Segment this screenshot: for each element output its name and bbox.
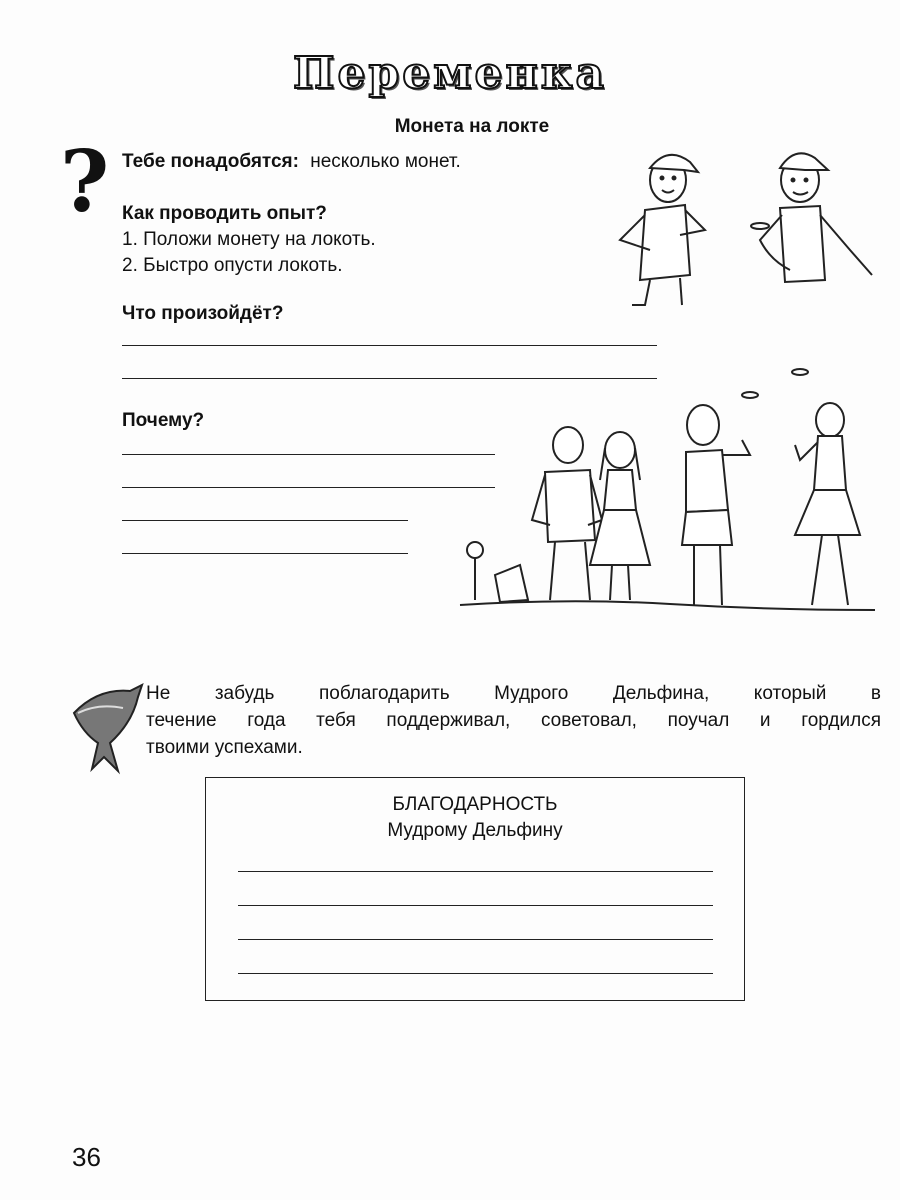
answer-line[interactable] [122,520,408,521]
how-heading: Как проводить опыт? [122,203,327,224]
needs-label: Тебе понадобятся: [122,151,299,172]
reminder-text [146,680,881,761]
needs-row [122,151,461,173]
answer-line[interactable] [238,973,713,974]
page-title: Переменка [292,48,607,99]
experiment-title: Монета на локте [394,116,550,137]
reminder-line: Не забудь поблагодарить Мудрого Дельфина, который в [146,683,881,704]
boys-coin-illustration [610,140,880,315]
step-2: 2. Быстро опусти локоть. [122,255,343,276]
thanks-box [205,777,745,1001]
why-heading: Почему? [122,410,205,431]
answer-line[interactable] [122,454,495,455]
answer-line[interactable] [238,871,713,872]
reminder-line: твоими успехами. [146,737,303,758]
question-mark-icon: ? [60,132,110,231]
dolphin-icon [68,683,146,775]
answer-line[interactable] [122,487,495,488]
reminder-line: течение года тебя поддерживал, советовал, поучал и гордился [146,710,881,731]
what-heading: Что произойдёт? [122,303,284,324]
needs-value: несколько монет. [310,151,461,172]
thanks-heading: БЛАГОДАРНОСТЬ [392,794,558,815]
page-number: 36 [72,1142,101,1172]
answer-line[interactable] [238,905,713,906]
answer-line[interactable] [122,553,408,554]
children-illustration [450,360,880,622]
step-1: 1. Положи монету на локоть. [122,229,376,250]
answer-line[interactable] [122,345,657,346]
answer-line[interactable] [238,939,713,940]
thanks-subheading: Мудрому Дельфину [387,820,563,841]
